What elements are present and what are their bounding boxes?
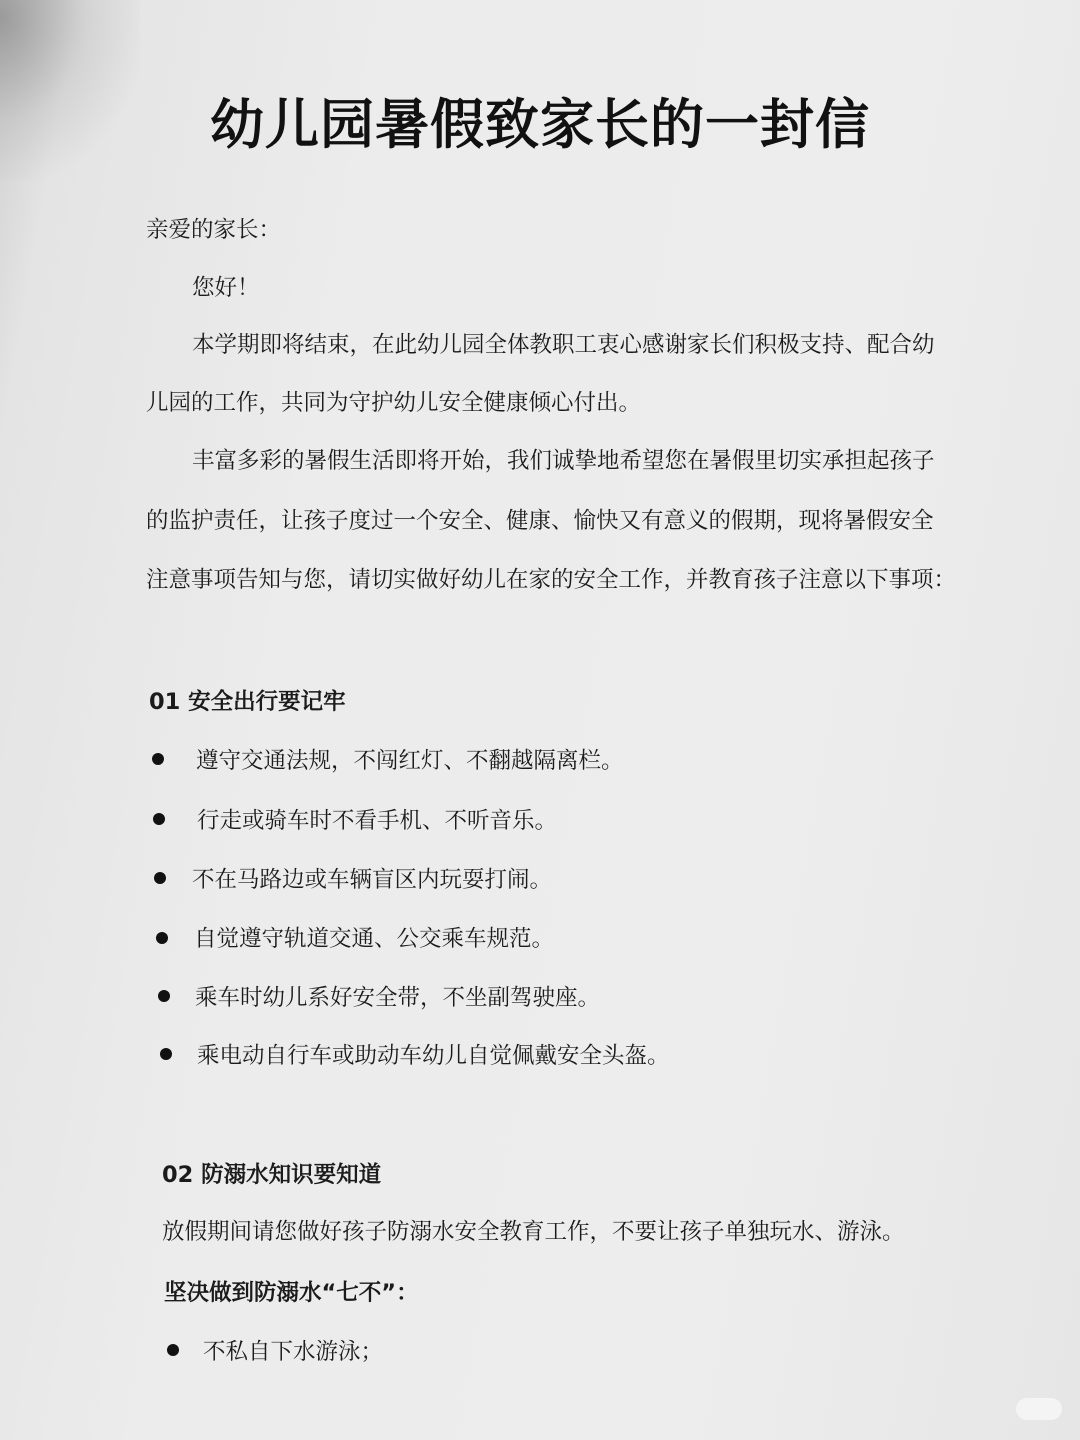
- bullet-dot-icon: [153, 813, 165, 825]
- watermark-badge: [1016, 1398, 1062, 1420]
- section-1-item-5: 乘车时幼儿系好安全带，不坐副驾驶座。: [195, 985, 601, 1011]
- bullet-dot-icon: [160, 1048, 172, 1060]
- paragraph-1-line-1: 本学期即将结束，在此幼儿园全体教职工衷心感谢家长们积极支持、配合幼: [192, 332, 935, 358]
- paragraph-2-line-2: 的监护责任，让孩子度过一个安全、健康、愉快又有意义的假期，现将暑假安全: [146, 508, 934, 534]
- bullet-dot-icon: [158, 990, 170, 1002]
- section-2-item-1: 不私自下水游泳；: [203, 1339, 384, 1365]
- paragraph-1-line-2: 儿园的工作，共同为守护幼儿安全健康倾心付出。: [146, 390, 642, 416]
- bullet-dot-icon: [152, 753, 164, 765]
- salutation: 亲爱的家长：: [146, 217, 282, 243]
- section-2-heading: 02 防溺水知识要知道: [162, 1162, 382, 1188]
- section-1-item-2: 行走或骑车时不看手机、不听音乐。: [197, 808, 558, 834]
- greeting: 您好！: [192, 275, 260, 301]
- bullet-dot-icon: [156, 932, 168, 944]
- bullet-dot-icon: [167, 1344, 179, 1356]
- section-2-subheading: 坚决做到防溺水“七不”：: [164, 1280, 419, 1306]
- section-1-item-1: 遵守交通法规，不闯红灯、不翻越隔离栏。: [196, 748, 624, 774]
- section-1-item-4: 自觉遵守轨道交通、公交乘车规范。: [194, 926, 555, 952]
- section-1-item-6: 乘电动自行车或助动车幼儿自觉佩戴安全头盔。: [197, 1043, 670, 1069]
- paragraph-2-line-1: 丰富多彩的暑假生活即将开始，我们诚挚地希望您在暑假里切实承担起孩子: [192, 448, 935, 474]
- bullet-dot-icon: [154, 872, 166, 884]
- section-2-intro: 放假期间请您做好孩子防溺水安全教育工作，不要让孩子单独玩水、游泳。: [162, 1219, 905, 1245]
- letter-title: 幼儿园暑假致家长的一封信: [210, 93, 870, 156]
- paragraph-2-line-3: 注意事项告知与您，请切实做好幼儿在家的安全工作，并教育孩子注意以下事项：: [146, 567, 957, 593]
- section-1-heading: 01 安全出行要记牢: [149, 689, 346, 715]
- section-1-item-3: 不在马路边或车辆盲区内玩耍打闹。: [192, 867, 553, 893]
